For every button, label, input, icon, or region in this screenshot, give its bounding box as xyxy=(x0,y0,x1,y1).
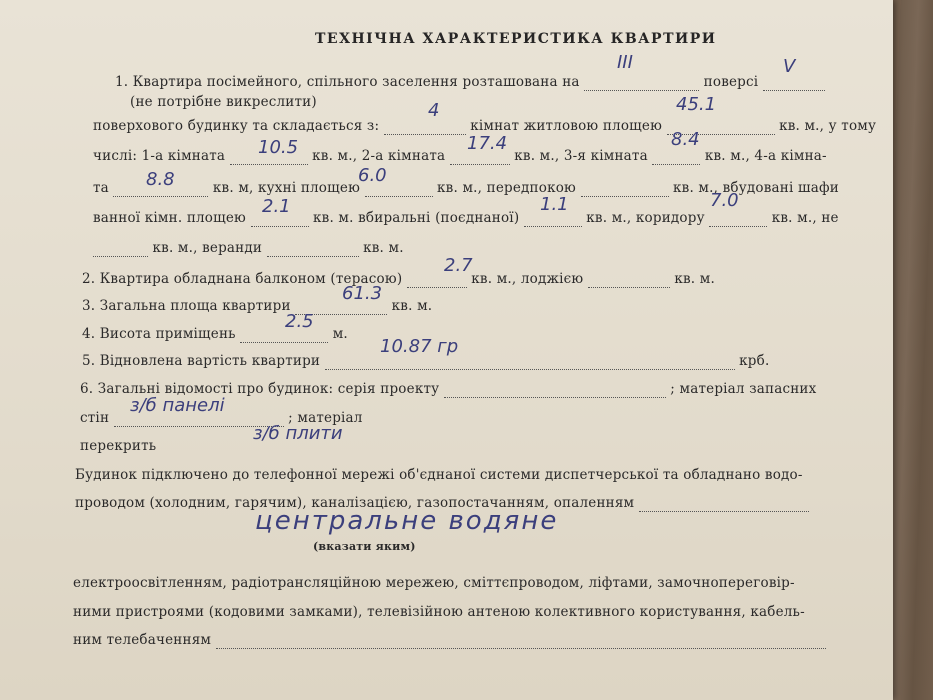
ceilings-value: з/б плити xyxy=(253,423,343,444)
restored-value: 10.87 гр xyxy=(380,336,459,357)
line-ceilings: перекрить xyxy=(80,438,157,454)
balcony-value: 2.7 xyxy=(444,255,473,276)
line-value: 5. Відновлена вартість квартири крб. xyxy=(82,353,770,369)
rooms-value: 4 xyxy=(428,100,440,121)
bath-value: 2.1 xyxy=(262,196,291,217)
line-6: ванної кімн. площею кв. м. вбиральні (поєднаної) кв. м., коридору кв. м., не xyxy=(93,210,839,226)
line-7: кв. м., веранди кв. м. xyxy=(93,240,404,257)
line-balcony: 2. Квартира обладнана балконом (терасою) кв. м., лоджією кв. м. xyxy=(82,271,715,287)
line-utilities: проводом (холодним, гарячим), каналізацією, газопостачанням, опаленням xyxy=(75,495,809,512)
line-1: 1. Квартира посімейного, спільного заселення розташована на поверсі xyxy=(115,74,825,91)
kitchen-value: 6.0 xyxy=(358,165,387,186)
document-title: ТЕХНІЧНА ХАРАКТЕРИСТИКА КВАРТИРИ xyxy=(315,31,717,47)
line-5: та кв. м, кухні площею кв. м., передпокою кв. м., вбудовані шафи xyxy=(93,180,839,196)
corridor-value: 7.0 xyxy=(710,190,739,211)
walls-value: з/б панелі xyxy=(130,395,225,416)
room4-value: 8.8 xyxy=(146,169,175,190)
line-intercom: ними пристроями (кодовими замками), телевізійною антеною колективного користування, кабель- xyxy=(73,604,805,620)
room2-value: 17.4 xyxy=(467,133,508,154)
line-cable-tv: ним телебаченням xyxy=(73,632,826,649)
line-walls: стін ; матеріал xyxy=(80,410,363,426)
room3-value: 8.4 xyxy=(671,129,700,150)
height-value: 2.5 xyxy=(285,311,314,332)
heating-value: центральне водяне xyxy=(255,506,559,536)
line-height: 4. Висота приміщень м. xyxy=(82,326,348,342)
toilet-value: 1.1 xyxy=(540,194,569,215)
document-page: ТЕХНІЧНА ХАРАКТЕРИСТИКА КВАРТИРИ 1. Квартира посімейного, спільного заселення розташована на поверсі III V (не потрібне викреслити) поверхового будинку та складається з: кімнат житловою площею кв. м., у тому 4 45.1 числі: 1-а кімната кв. м., 2-а кімната кв. м., 3-я кімната кв. м., 4-а кімна- 10.5 17.4 8.4 та кв. м, кухні площею кв. м., передпокою кв. м., вбудовані шафи 8.8 6.0 ванної кімн. площею кв. м. вбиральні (поєднаної) кв. м., коридору кв. м., не 2.1 1.1 7.0 кв. м., веранди кв. м. 2. Квартира обладнана балконом (терасою) кв. м., лоджією кв. м. 2.7 3. Загальна площа квартири кв. м. 61.3 4. Висота приміщень м. 2.5 5. Відновлена вартість квартири крб. 10.87 гр 6. Загальні відомості про будинок: серія проекту ; матеріал запасних стін ; матеріал з/б панелі перекрить з/б плити Будинок підключено до телефонної мережі об'єднаної системи диспетчерської та обладнано водо- проводом (холодним, гарячим), каналізацією, газопостачанням, опаленням центральне водяне (вказати яким) електроосвітленням, радіотрансляційною мережею, сміттєпроводом, ліфтами, замочнопереговір- ними пристроями (кодовими замками), телевізійною антеною колективного користування, кабель- ним телебаченням xyxy=(0,0,893,700)
living-area-value: 45.1 xyxy=(676,94,717,115)
room1-value: 10.5 xyxy=(258,137,299,158)
line-2: (не потрібне викреслити) xyxy=(130,94,317,110)
floor-value: III xyxy=(617,52,633,73)
total-area-value: 61.3 xyxy=(342,283,383,304)
line-connections: Будинок підключено до телефонної мережі об'єднаної системи диспетчерської та обладнано водо- xyxy=(75,467,803,483)
hint-specify: (вказати яким) xyxy=(313,540,416,553)
line-electric: електроосвітленням, радіотрансляційною мережею, сміттєпроводом, ліфтами, замочнопереговір- xyxy=(73,575,795,591)
line-building-info: 6. Загальні відомості про будинок: серія проекту ; матеріал запасних xyxy=(80,381,817,397)
floors-total-value: V xyxy=(783,56,796,77)
line-total-area: 3. Загальна площа квартири кв. м. xyxy=(82,298,433,314)
line-4: числі: 1-а кімната кв. м., 2-а кімната кв. м., 3-я кімната кв. м., 4-а кімна- xyxy=(93,148,827,164)
